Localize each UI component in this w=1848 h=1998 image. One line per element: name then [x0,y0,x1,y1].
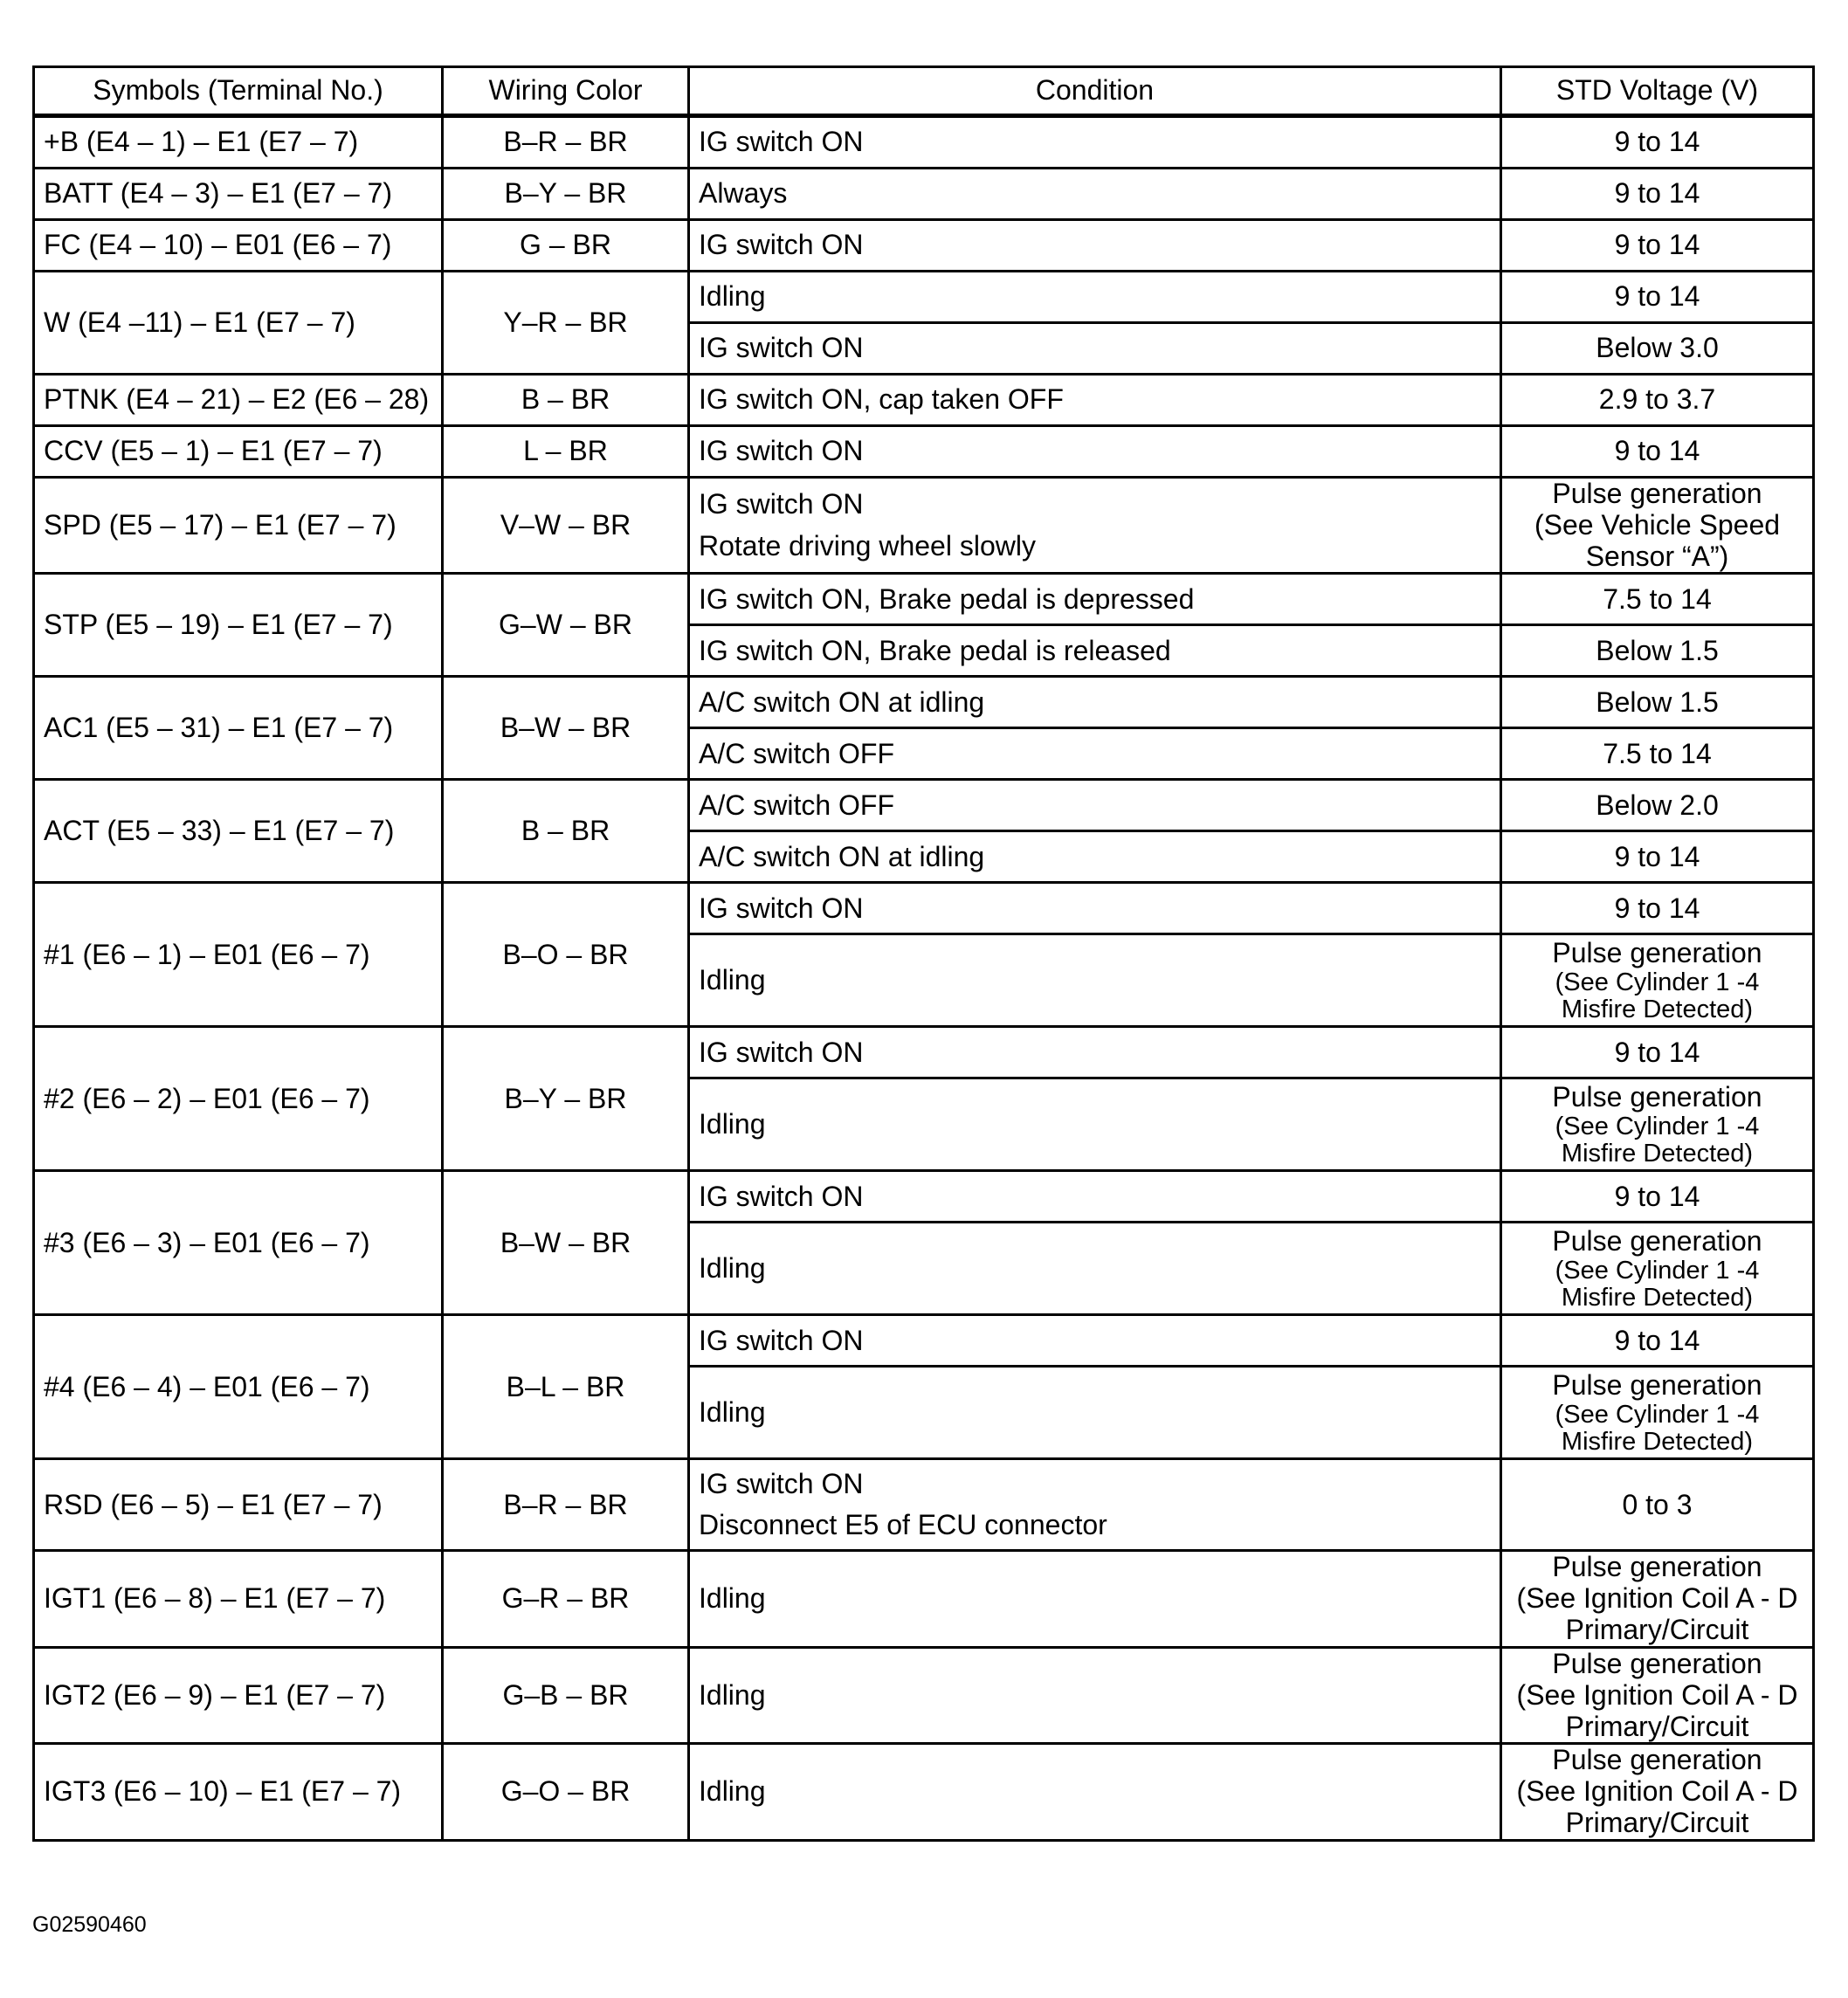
symbol-cell: ACT (E5 – 33) – E1 (E7 – 7) [34,780,443,883]
condition-cell [689,272,1501,323]
voltage-cell [1501,1744,1814,1840]
table-row [34,883,1814,934]
table-row [34,574,1814,625]
voltage-line: (See Ignition Coil A - D [1516,1775,1798,1808]
voltage-line: 7.5 to 14 [1603,737,1712,769]
voltage-cell [1501,1078,1814,1171]
condition-cell [689,831,1501,883]
wiring-color-cell: V–W – BR [443,478,689,574]
voltage-cell [1501,116,1814,169]
voltage-line: 9 to 14 [1614,229,1700,261]
condition-line: IG switch ON, cap taken OFF [699,383,1064,416]
voltage-cell [1501,677,1814,728]
voltage-line: 9 to 14 [1614,1036,1700,1068]
condition-cell [689,728,1501,780]
figure-id: G02590460 [32,1912,147,1937]
voltage-cell [1501,1647,1814,1743]
voltage-line: Primary/Circuit [1565,1614,1749,1646]
voltage-line: Below 1.5 [1596,634,1719,666]
condition-cell [689,478,1501,574]
terminal-voltage-table [32,65,1815,1842]
symbol-cell: PTNK (E4 – 21) – E2 (E6 – 28) [34,375,443,426]
table-row [34,677,1814,728]
symbol-cell: IGT1 (E6 – 8) – E1 (E7 – 7) [34,1551,443,1647]
symbol-cell: +B (E4 – 1) – E1 (E7 – 7) [34,116,443,169]
voltage-cell [1501,728,1814,780]
voltage-line: 9 to 14 [1614,177,1700,210]
wiring-color-cell: B–W – BR [443,1171,689,1315]
voltage-line: Primary/Circuit [1565,1807,1749,1839]
symbol-cell: FC (E4 – 10) – E01 (E6 – 7) [34,220,443,272]
condition-cell [689,625,1501,677]
condition-line: IG switch ON [699,1180,864,1212]
condition-cell [689,426,1501,478]
wiring-color-cell: G–B – BR [443,1647,689,1743]
voltage-cell [1501,1459,1814,1551]
condition-line: IG switch ON [699,892,864,924]
wiring-color-cell: B–L – BR [443,1315,689,1459]
voltage-line: Misfire Detected) [1561,1283,1754,1312]
condition-cell [689,574,1501,625]
condition-line: Idling [699,280,766,313]
voltage-cell [1501,831,1814,883]
wiring-color-cell: B – BR [443,780,689,883]
symbol-cell: STP (E5 – 19) – E1 (E7 – 7) [34,574,443,677]
header-symbols: Symbols (Terminal No.) [34,67,443,116]
voltage-line: Misfire Detected) [1561,1139,1754,1168]
condition-cell [689,220,1501,272]
symbol-cell: #1 (E6 – 1) – E01 (E6 – 7) [34,883,443,1027]
voltage-line: 9 to 14 [1614,1324,1700,1356]
voltage-line: 9 to 14 [1614,280,1700,313]
header-condition: Condition [689,67,1501,116]
condition-line: Idling [699,1678,766,1711]
wiring-color-cell: B–Y – BR [443,169,689,220]
voltage-line: Pulse generation [1552,1080,1762,1113]
wiring-color-cell: B – BR [443,375,689,426]
voltage-line: Pulse generation [1552,1647,1762,1679]
table-row [34,478,1814,574]
condition-cell [689,1744,1501,1840]
voltage-line: Below 1.5 [1596,686,1719,718]
condition-line: Disconnect E5 of ECU connector [699,1509,1107,1541]
symbol-cell: #3 (E6 – 3) – E01 (E6 – 7) [34,1171,443,1315]
voltage-line: (See Cylinder 1 -4 [1555,968,1760,996]
voltage-line: Pulse generation [1552,1551,1762,1583]
symbol-cell: CCV (E5 – 1) – E1 (E7 – 7) [34,426,443,478]
voltage-line: Pulse generation [1552,936,1762,968]
symbol-cell: BATT (E4 – 3) – E1 (E7 – 7) [34,169,443,220]
symbol-cell: AC1 (E5 – 31) – E1 (E7 – 7) [34,677,443,780]
voltage-line: 7.5 to 14 [1603,582,1712,615]
condition-line: IG switch ON [699,229,864,261]
voltage-cell [1501,1027,1814,1078]
condition-cell [689,323,1501,375]
condition-cell [689,780,1501,831]
table-row [34,220,1814,272]
wiring-color-cell: G–R – BR [443,1551,689,1647]
symbol-cell: #4 (E6 – 4) – E01 (E6 – 7) [34,1315,443,1459]
condition-line: IG switch ON, Brake pedal is depressed [699,582,1195,615]
wiring-color-cell: G–O – BR [443,1744,689,1840]
voltage-cell [1501,272,1814,323]
voltage-cell [1501,1315,1814,1367]
header-std-voltage: STD Voltage (V) [1501,67,1814,116]
table-row [34,426,1814,478]
voltage-line: (See Cylinder 1 -4 [1555,1256,1760,1285]
condition-cell [689,1647,1501,1743]
voltage-cell [1501,1171,1814,1223]
wiring-color-cell: G – BR [443,220,689,272]
condition-line: Idling [699,1252,766,1285]
voltage-line: Pulse generation [1552,1368,1762,1401]
wiring-color-cell: L – BR [443,426,689,478]
voltage-cell [1501,1367,1814,1459]
voltage-line: Below 3.0 [1596,332,1719,364]
condition-cell [689,1551,1501,1647]
table-row [34,1315,1814,1367]
table-row [34,1551,1814,1647]
voltage-line: Misfire Detected) [1561,1427,1754,1456]
condition-cell [689,375,1501,426]
table-body [34,116,1814,1841]
symbol-cell: RSD (E6 – 5) – E1 (E7 – 7) [34,1459,443,1551]
condition-cell [689,1171,1501,1223]
condition-line: IG switch ON, Brake pedal is released [699,634,1171,666]
wiring-color-cell: G–W – BR [443,574,689,677]
header-wiring-color: Wiring Color [443,67,689,116]
voltage-cell [1501,883,1814,934]
condition-line: IG switch ON [699,1467,864,1499]
voltage-line: 9 to 14 [1614,892,1700,924]
voltage-line: 9 to 14 [1614,435,1700,467]
wiring-color-cell: B–Y – BR [443,1027,689,1171]
voltage-cell [1501,169,1814,220]
voltage-cell [1501,220,1814,272]
voltage-cell [1501,375,1814,426]
condition-cell [689,1223,1501,1315]
table-row [34,1459,1814,1551]
table-row [34,1027,1814,1078]
voltage-line: Pulse generation [1552,1744,1762,1776]
condition-cell [689,934,1501,1027]
condition-line: A/C switch OFF [699,737,895,769]
voltage-line: 0 to 3 [1622,1488,1693,1520]
symbol-cell: SPD (E5 – 17) – E1 (E7 – 7) [34,478,443,574]
condition-cell [689,677,1501,728]
condition-line: A/C switch ON at idling [699,686,985,718]
condition-line: Idling [699,1108,766,1140]
voltage-cell [1501,625,1814,677]
wiring-color-cell: B–W – BR [443,677,689,780]
voltage-line: (See Ignition Coil A - D [1516,1678,1798,1711]
voltage-cell [1501,934,1814,1027]
voltage-cell [1501,478,1814,574]
symbol-cell: W (E4 –11) – E1 (E7 – 7) [34,272,443,375]
condition-line: IG switch ON [699,126,864,158]
table-row [34,116,1814,169]
condition-line: Idling [699,1396,766,1429]
voltage-cell [1501,1551,1814,1647]
wiring-color-cell: Y–R – BR [443,272,689,375]
voltage-line: Pulse generation [1552,1224,1762,1257]
condition-line: Rotate driving wheel slowly [699,529,1036,562]
voltage-line: 2.9 to 3.7 [1598,383,1716,416]
condition-cell [689,1027,1501,1078]
voltage-line: 9 to 14 [1614,1180,1700,1212]
voltage-line: Primary/Circuit [1565,1710,1749,1742]
voltage-line: Sensor “A”) [1585,540,1729,572]
table-row [34,1171,1814,1223]
voltage-cell [1501,574,1814,625]
condition-line: IG switch ON [699,1036,864,1068]
condition-line: A/C switch ON at idling [699,840,985,872]
voltage-line: Below 2.0 [1596,789,1719,821]
voltage-cell [1501,323,1814,375]
table-row [34,1744,1814,1840]
table-row [34,780,1814,831]
condition-line: IG switch ON [699,435,864,467]
condition-line: Idling [699,1775,766,1808]
condition-line: Idling [699,964,766,996]
table-row [34,272,1814,323]
condition-line: IG switch ON [699,332,864,364]
symbol-cell: #2 (E6 – 2) – E01 (E6 – 7) [34,1027,443,1171]
condition-cell [689,1459,1501,1551]
condition-cell [689,116,1501,169]
terminal-voltage-sheet [32,65,1812,1842]
wiring-color-cell: B–O – BR [443,883,689,1027]
condition-line: Always [699,177,788,210]
condition-cell [689,1078,1501,1171]
voltage-cell [1501,1223,1814,1315]
table-row [34,1647,1814,1743]
voltage-cell [1501,780,1814,831]
voltage-cell [1501,426,1814,478]
condition-line: A/C switch OFF [699,789,895,821]
condition-cell [689,1367,1501,1459]
voltage-line: 9 to 14 [1614,840,1700,872]
voltage-line: Misfire Detected) [1561,995,1754,1023]
table-row [34,169,1814,220]
voltage-line: 9 to 14 [1614,126,1700,158]
condition-line: IG switch ON [699,487,864,520]
table-row [34,375,1814,426]
voltage-line: Pulse generation [1552,478,1762,509]
symbol-cell: IGT3 (E6 – 10) – E1 (E7 – 7) [34,1744,443,1840]
condition-cell [689,169,1501,220]
condition-line: IG switch ON [699,1324,864,1356]
condition-cell [689,1315,1501,1367]
voltage-line: (See Cylinder 1 -4 [1555,1112,1760,1140]
table-header-row [34,67,1814,116]
voltage-line: (See Cylinder 1 -4 [1555,1400,1760,1429]
voltage-line: (See Vehicle Speed [1534,508,1781,541]
wiring-color-cell: B–R – BR [443,1459,689,1551]
symbol-cell: IGT2 (E6 – 9) – E1 (E7 – 7) [34,1647,443,1743]
wiring-color-cell: B–R – BR [443,116,689,169]
condition-line: Idling [699,1582,766,1615]
voltage-line: (See Ignition Coil A - D [1516,1582,1798,1615]
condition-cell [689,883,1501,934]
